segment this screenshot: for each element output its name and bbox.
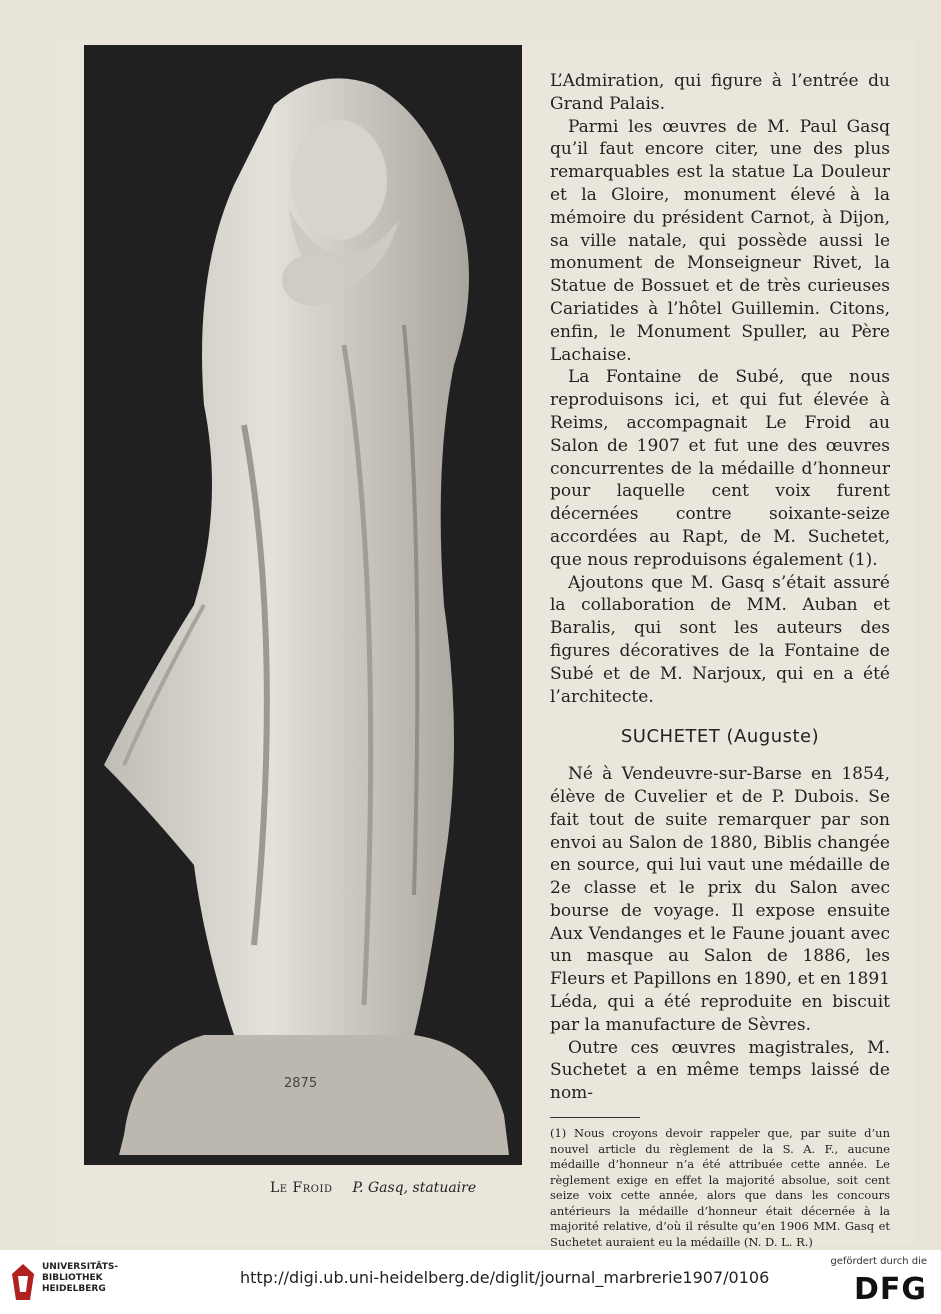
plate-number: 2875 xyxy=(284,1076,318,1091)
paragraph-5: Né à Vendeuvre-sur-Barse en 1854, élève de Cuvelier et de P. Dubois. Se fait tout de suite remarquer par son envoi au Salon de 1880, Biblis changée en source, qui lui vaut une médaille de 2e classe et le prix du Salon avec bourse de voyage. Il expose ensuite Aux Vendanges et le Faune jouant avec un masque au Salon de 1886, les Fleurs et Papillons en 1890, et en 1891 Léda, qui a été reproduite en biscuit par la manufacture de Sèvres. xyxy=(550,764,890,1035)
institution-name: UNIVERSITÄTS- BIBLIOTHEK HEIDELBERG xyxy=(42,1262,119,1294)
paragraph-2: Parmi les œuvres de M. Paul Gasq qu’il faut encore citer, une des plus remarquables est la statue La Douleur et la Gloire, monument élevé à la mémoire du président Carnot, à Dijon, sa ville natale, qui possède aussi le monument de Monseigneur Rivet, la Statue de Bossuet et de très curieuses Cariatides à l’hôtel Guillemin. Citons, enfin, le Monument Spuller, au Père Lachaise. xyxy=(550,116,890,365)
caption-title: Le Froid xyxy=(270,1180,333,1196)
dfg-logo: DFG xyxy=(853,1272,927,1307)
funded-by-text: gefördert durch die xyxy=(830,1256,927,1267)
caption-artist: P. Gasq, statuaire xyxy=(352,1180,477,1196)
statue-image xyxy=(84,45,522,1165)
footnote: (1) Nous croyons devoir rappeler que, par suite d’un nouvel article du règlement de la S. A. F., aucune médaille d’honneur n’a été attribuée cette année. Le règlement exige en effet la majorité absolue, soit cent seize voix cette année, alors que dans les concours antérieurs la médaille d’honneur était décernée à la majorité relative, d’où il résulte qu’en 1906 MM. Gasq et Suchetet auraient eu la médaille (N. D. L. R.) xyxy=(550,1126,890,1249)
university-logo-icon xyxy=(10,1262,36,1302)
statue-hand xyxy=(282,254,346,306)
statue-head xyxy=(291,120,387,240)
paragraph-3: La Fontaine de Subé, que nous reproduisons ici, et qui fut élevée à Reims, accompagnait Le Froid au Salon de 1907 et fut une des œuvres concurrentes de la médaille d’honneur pour laquelle cent voix furent décernées contre soixante-seize accordées au Rapt, de M. Suchetet, que nous reproduisons également (1). xyxy=(550,367,890,570)
digitization-footer xyxy=(0,1250,941,1314)
paragraph-1: L’Admiration, qui figure à l’entrée du Grand Palais. xyxy=(550,71,890,114)
paragraph-4: Ajoutons que M. Gasq s’était assuré la collaboration de MM. Auban et Baralis, qui sont les auteurs des figures décoratives de la Fontaine de Subé et de M. Narjoux, qui en a été l’architecte. xyxy=(550,572,890,707)
paragraph-6: Outre ces œuvres magistrales, M. Suchetet a en même temps laissé de nom- xyxy=(550,1037,890,1104)
photo-caption xyxy=(270,1180,530,1206)
statue-photograph xyxy=(84,45,522,1165)
article-text xyxy=(550,70,890,1250)
statue-base xyxy=(119,1035,509,1155)
section-heading: SUCHETET (Auguste) xyxy=(620,726,820,748)
source-url-link[interactable]: http://digi.ub.uni-heidelberg.de/diglit/journal_marbrerie1907/0106 xyxy=(240,1268,770,1287)
footnote-rule xyxy=(550,1117,640,1118)
